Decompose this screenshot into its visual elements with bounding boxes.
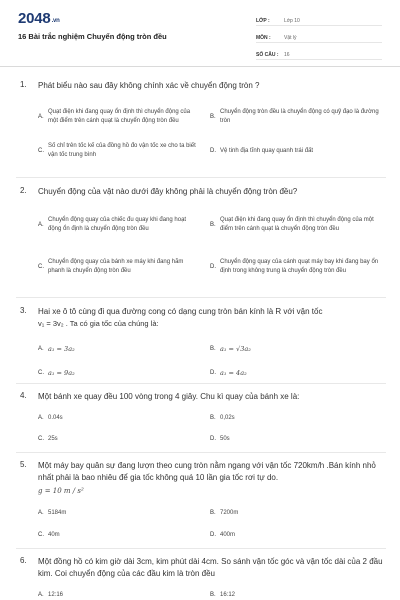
answer-option-b[interactable]: [210, 508, 370, 518]
option-text: a₁ = 4a₂: [220, 368, 247, 377]
meta-value: Vật lý: [284, 35, 297, 41]
question-number: 6.: [20, 556, 27, 565]
question-divider: [16, 452, 386, 453]
question-number: 1.: [20, 80, 27, 89]
answer-option-b[interactable]: [210, 344, 370, 354]
option-key: C.: [38, 436, 44, 442]
answer-option-d[interactable]: [210, 368, 370, 378]
answer-option-a[interactable]: [38, 208, 208, 242]
option-text: 5184m: [48, 509, 67, 516]
meta-row-count: [256, 48, 382, 60]
option-key: D.: [210, 264, 216, 270]
question-divider: [16, 548, 386, 549]
site-logo[interactable]: [18, 10, 60, 27]
question-number: 5.: [20, 460, 27, 469]
answer-option-d[interactable]: [210, 138, 385, 164]
question-text: Một bánh xe quay đều 100 vòng trong 4 giây. Chu kì quay của bánh xe là:: [38, 392, 300, 401]
option-text: 25s: [48, 435, 58, 442]
logo-suffix: .vn: [51, 18, 60, 24]
option-key: D.: [210, 370, 216, 376]
option-text: 12:16: [48, 591, 64, 598]
option-key: B.: [210, 346, 216, 352]
question-text: Chuyển động của vật nào dưới đây không phải là chuyển động tròn đều?: [38, 187, 298, 196]
question-text: Phát biểu nào sau đây không chính xác về chuyển động tròn ?: [38, 81, 260, 90]
question-text: Hai xe ô tô cùng đi qua đường cong có dạng cung tròn bán kính là R với vận tốc: [38, 307, 323, 316]
question-3: [0, 306, 400, 382]
question-text: Một đồng hồ có kim giờ dài 3cm, kim phút dài 4cm. So sánh vận tốc góc và vận tốc dài của 2 đầu kim. Coi chuyển động của các đầu kim là tròn đều: [38, 557, 383, 578]
option-key: C.: [38, 148, 44, 154]
option-text: 7200m: [220, 509, 239, 516]
question-text: Một máy bay quân sự đang lượn theo cung tròn nằm ngang với vận tốc 720km/h .Bán kính nhỏ nhất phải là bao nhiêu để gia tốc không quá 10 lần gia tốc rơi tự do.: [38, 461, 376, 482]
question-5: [0, 460, 400, 548]
document-title: 16 Bài trắc nghiệm Chuyển động tròn đều: [18, 32, 167, 41]
question-2: [0, 186, 400, 296]
answer-option-d[interactable]: [210, 530, 370, 540]
option-text: 0,02s: [220, 414, 235, 421]
answer-option-c[interactable]: [38, 138, 208, 164]
question-number: 2.: [20, 186, 27, 195]
answer-option-b[interactable]: [210, 100, 385, 134]
meta-row-subject: [256, 31, 382, 43]
answer-option-a[interactable]: [38, 413, 198, 423]
option-key: B.: [210, 510, 216, 516]
option-key: C.: [38, 370, 44, 376]
answer-option-d[interactable]: [210, 250, 385, 284]
answer-option-c[interactable]: [38, 368, 198, 378]
option-key: D.: [210, 148, 216, 154]
option-text: 40m: [48, 531, 60, 538]
meta-label: MÔN :: [256, 35, 271, 41]
answer-option-d[interactable]: [210, 434, 370, 444]
option-text: a₁ = 3a₂: [48, 344, 75, 353]
meta-value: Lớp 10: [284, 18, 300, 24]
question-number: 3.: [20, 306, 27, 315]
question-4: [0, 391, 400, 451]
option-text: Quạt điện khi đang quay ổn định thì chuyển động của một điểm trên cánh quạt là chuyển động tròn đều: [220, 217, 374, 232]
question-divider: [16, 297, 386, 298]
option-text: 0.04s: [48, 414, 63, 421]
option-key: C.: [38, 532, 44, 538]
option-text: Chuyển động tròn đều là chuyển động có quỹ đạo là đường tròn: [220, 109, 379, 124]
option-text: 16:12: [220, 591, 236, 598]
question-6: [0, 556, 400, 600]
question-divider: [16, 383, 386, 384]
option-key: A.: [38, 114, 44, 120]
option-key: D.: [210, 436, 216, 442]
question-1: [0, 80, 400, 170]
meta-info: [256, 14, 382, 65]
option-text: Chuyển động quay của chiếc đu quay khi đang hoạt động ổn định là chuyển động tròn đều: [48, 217, 187, 232]
logo-text: 2048: [18, 10, 51, 27]
answer-option-b[interactable]: [210, 590, 370, 600]
option-text: Chuyển động quay của cánh quạt máy bay khi đang bay ổn định trong không trung là chuyển động tròn đều: [220, 259, 379, 274]
option-text: a₁ = √3a₂: [220, 344, 251, 353]
answer-option-a[interactable]: [38, 344, 198, 354]
option-key: C.: [38, 264, 44, 270]
answer-option-a[interactable]: [38, 508, 198, 518]
option-text: Vệ tinh địa tĩnh quay quanh trái đất: [220, 147, 314, 154]
option-key: A.: [38, 510, 44, 516]
option-key: B.: [210, 592, 216, 598]
option-text: 50s: [220, 435, 230, 442]
question-divider: [16, 177, 386, 178]
option-text: a₁ = 9a₂: [48, 368, 75, 377]
question-number: 4.: [20, 391, 27, 400]
answer-option-b[interactable]: [210, 413, 370, 423]
question-text-formula: g = 10 m / s²: [38, 487, 84, 495]
meta-row-class: [256, 14, 382, 26]
answer-option-a[interactable]: [38, 100, 208, 134]
option-text: 400m: [220, 531, 236, 538]
option-text: Số chỉ trên tốc kế của đồng hồ đo vận tốc xe cho ta biết vận tốc trung bình: [48, 143, 196, 158]
header-divider: [0, 66, 400, 67]
answer-option-b[interactable]: [210, 208, 385, 242]
answer-option-c[interactable]: [38, 250, 208, 284]
answer-option-a[interactable]: [38, 590, 198, 600]
option-key: D.: [210, 532, 216, 538]
option-key: A.: [38, 346, 44, 352]
meta-label: LỚP :: [256, 18, 270, 24]
question-text-formula: v₁ = 3v₂ . Ta có gia tốc của chúng là:: [38, 319, 159, 328]
answer-option-c[interactable]: [38, 434, 198, 444]
option-text: Quạt điện khi đang quay ổn định thì chuyển động của một điểm trên cánh quạt là chuyển động tròn đều: [48, 109, 191, 124]
meta-value: 16: [284, 52, 290, 58]
option-key: A.: [38, 222, 44, 228]
meta-label: SỐ CÂU :: [256, 52, 279, 58]
option-text: Chuyển động quay của bánh xe máy khi đang hãm phanh là chuyển động tròn đều: [48, 259, 184, 274]
option-key: A.: [38, 415, 44, 421]
option-key: A.: [38, 592, 44, 598]
option-key: B.: [210, 114, 216, 120]
option-key: B.: [210, 415, 216, 421]
option-key: B.: [210, 222, 216, 228]
answer-option-c[interactable]: [38, 530, 198, 540]
page-header: [0, 0, 400, 66]
